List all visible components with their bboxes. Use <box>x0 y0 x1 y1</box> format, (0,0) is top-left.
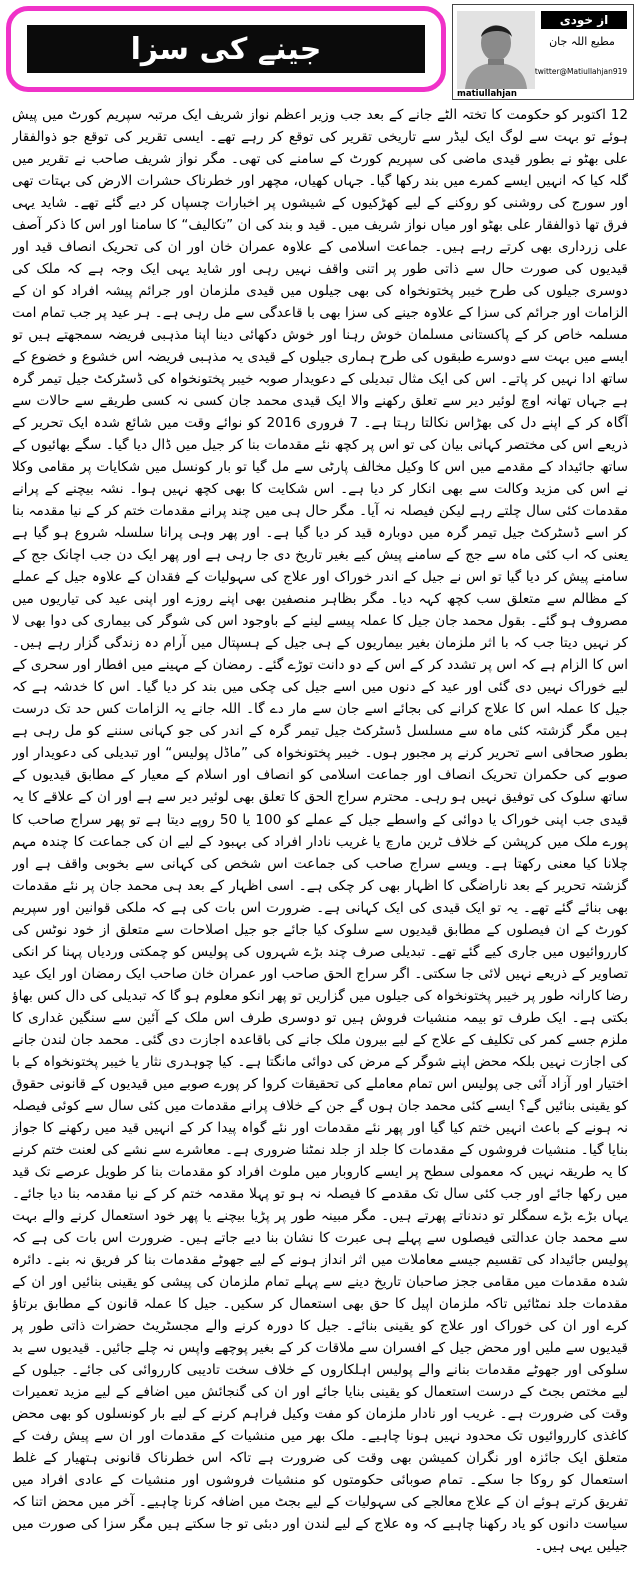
article-title: جینے کی سزا <box>130 31 322 67</box>
byline-box <box>452 4 634 100</box>
author-handle: matiullahjan <box>457 89 517 99</box>
author-name: مطیع اللہ جان <box>549 35 615 48</box>
title-bar <box>27 25 425 73</box>
column-name: از خودی <box>541 11 627 29</box>
article-paragraph: 12 اکتوبر کو حکومت کا تختہ الٹے جانے کے بعد جب وزیر اعظم نواز شریف ایک مرتبہ سپریم کورٹ میں پیش ہوئے تو بہت سے لوگ ایک لیڈر سے تاریخی تقریر کی توقع کر رہے تھے۔ ایسی تقریر کی توقع جو ذوالفقار علی بھٹو نے بطور قیدی ماضی کی سپریم کورٹ کے سامنے کی تھی۔ مگر نواز شریف صاحب نے تقریر میں گلہ کیا کہ انہیں ایسے کمرے میں بند رکھا گیا۔ جہاں کھیاں، مچھر اور خطرناک حشرات الارض کی بہتات تھی اور سورج کی روشنی کو روکنے کے لیے کھڑکیوں کے شیشوں پر اخبارات چسپاں کر دیے گئے تھے۔ شاید یہی فرق تھا ذوالفقار علی بھٹو اور میاں نواز شریف میں۔ قید و بند کی ان ”تکالیف“ کا سامنا اور اس کا ذکر آصف علی زرداری بھی کرتے رہے ہیں۔ جماعت اسلامی کے علاوہ عمران خان اور ان کی تحریک انصاف قید اور قیدیوں کی صورت حال سے ذاتی طور پر اتنی واقف نہیں رہی اور شاید یہی ایک وجہ ہے کہ ملک کی دوسری جیلوں کی طرح خیبر پختونخواہ کی بھی جیلوں میں قیدی ملزمان اور جرائم پیشہ افراد کو ان کے الزامات اور جرائم کی سزا کے علاوہ جینے کی سزا بھی با قاعدگی سے مل رہی ہے۔ ہر عید پر جب تمام امت مسلمہ خاص کر کے پاکستانی مسلمان خوش رہنا اور خوش دکھائی دینا اپنا مذہبی فریضہ سمجھتے ہیں تو ایسے میں بہت سے دوسرے طبقوں کی طرح ہماری جیلوں کے قیدی یہ مذہبی فریضہ اس خشوع و خضوع کے ساتھ ادا نہیں کر پاتے۔ اس کی ایک مثال تبدیلی کے دعویدار صوبہ خیبر پختونخواہ کی ڈسٹرکٹ جیل تیمر گرہ ہے جہاں تھانہ اوچ لوئیر دیر سے تعلق رکھنے والا ایک قیدی محمد جان کسی نہ کسی طریقے سے حالات سے آگاہ کر کے اپنے دل کی بھڑاس نکالتا رہتا ہے۔ 7 فروری 2016 کو نوائے وقت میں شائع شدہ ایک تحریر کے ذریعے اس کی مختصر کہانی بیان کی تو اس پر کچھ نئے مقدمات بنا کر جیل میں ڈال دیا گیا۔ سگے بھائیوں کے ساتھ جائیداد کے مقدمے میں اس کا وکیل مخالف پارٹی سے مل گیا تو بار کونسل میں شکایات پر مقامی وکلا نے اس کی مزید وکالت سے بھی انکار کر دیا ہے۔ اس شکایت کا بھی کچھ نہیں ہوا۔ نشہ بیچنے کے پرانے مقدمات کئی سال چلتے رہے لیکن فیصلہ نہ آیا۔ مگر حال ہی میں چند پرانے مقدمات ختم کر کے نیا مقدمہ بنا کر اسے ڈسٹرکٹ جیل تیمر گرہ میں دوبارہ قید کر دیا گیا ہے۔ اور پھر وہی پرانا سلسلہ شروع ہو گیا ہے یعنی کہ اب کئی ماہ سے جج کے سامنے پیش کیے بغیر تاریخ دی جا رہی ہے اور پھر ایک دن جب اچانک جج کے سامنے پیش کر دیا گیا تو اس نے جیل کے اندر خوراک اور علاج کی سہولیات کے فقدان کے علاوہ جیل کے عملے کے مظالم سے متعلق سب کچھ کہہ دیا۔ مگر بظاہر منصفین بھی اپنے روزے اور اپنی عید کی تیاریوں میں مصروف ہو گئے۔ بقول محمد جان جیل کا عملہ پیسے لینے کے باوجود اس کی شوگر کی بیماری کی دوا بھی لا کر نہیں دیتا جب کہ با اثر ملزمان بغیر بیماریوں کے ہی جیل کے ہسپتال میں آرام دہ زندگی گزار رہے ہیں۔ اس کا الزام ہے کہ اس پر تشدد کر کے اس کے دو دانت توڑے گئے۔ رمضان کے مہینے میں افطار اور سحری کے لیے خوراک نہیں دی گئی اور عید کے دنوں میں اسے جیل کی چکی میں بند کر دیا گیا۔ اس کا خدشہ ہے کہ جیل کا عملہ اس کا علاج کرانے کی بجائے اسے جان سے مار دے گا۔ اللہ جانے یہ الزامات کس حد تک درست ہیں مگر گزشتہ کئی ماہ سے مسلسل ڈسٹرکٹ جیل تیمر گرہ کے اندر کی جو کہانی سننے کو مل رہی ہے بطور صحافی اسے تحریر کرنے پر مجبور ہوں۔ خیبر پختونخواہ کی ”ماڈل پولیس“ اور تبدیلی کی دعویدار اور صوبے کی حکمران تحریک انصاف اور جماعت اسلامی کو انصاف اور اسلام کے معیار کے مطابق قیدیوں کے ساتھ سلوک کی توفیق نہیں ہو رہی۔ محترم سراج الحق کا تعلق بھی لوئیر دیر سے ہے اور ان کے علاقے کا یہ قیدی جب اپنی خوراک یا دوائی کے واسطے جیل کے عملے کو 100 یا 50 روپے دیتا ہے تو پھر سراج صاحب کا پورے ملک میں کرپشن کے خلاف ٹرین مارچ یا غریب نادار افراد کی بہبود کے لیے ان کی جماعت کا چندہ مہم چلانا کیا معنی رکھتا ہے۔ ویسے سراج صاحب کی جماعت اس شخص کی کہانی سے بخوبی واقف ہے اور گزشتہ تحریر کے بعد ناراضگی کا اظہار بھی کر چکی ہے۔ اسی اظہار کے بعد ہی محمد جان پر نئے مقدمات بھی بنائے گئے تھے۔ یہ تو ایک قیدی کی ایک کہانی ہے۔ ضرورت اس بات کی ہے کہ ملکی قوانین اور سپریم کورٹ کے ان فیصلوں کے مطابق قیدیوں سے سلوک کیا جائے جو جیل اصلاحات سے متعلق از خود نوٹس کی کارروائیوں میں جاری کیے گئے تھے۔ تبدیلی صرف چند بڑے شہروں کی پولیس کو چمکتی وردیاں پہنا کر انکی تصاویر کے ذریعے نہیں لائی جا سکتی۔ اگر سراج الحق صاحب اور عمران خان صاحب ایک رمضان اور ایک عید رضا کارانہ طور پر خیبر پختونخواہ کی جیلوں میں گزاریں تو پھر انکو معلوم ہو گا کہ تبدیلی کی دال کس بھاؤ بکتی ہے۔ ایک طرف تو بیمہ منشیات فروش ہیں تو دوسری طرف اس ملک کے آئین سے سنگین غداری کا ملزم جسے کمر کی تکلیف کے علاج کے لیے بیرون ملک جانے کی باقاعدہ اجازت دی گئی۔ محمد جان لندن جانے کی اجازت نہیں بلکہ محض اپنے شوگر کے مرض کی دوائی مانگتا ہے۔ کیا چوہدری نثار یا خیبر پختونخواہ کے با اختیار اور آزاد آئی جی پولیس اس تمام معاملے کی تحقیقات کروا کر پورے صوبے میں قیدیوں کے قانونی حقوق کو یقینی بنائیں گے؟ ایسے کئی محمد جان ہوں گے جن کے خلاف پرانے مقدمات میں کئی سال سے کوئی فیصلہ نہ ہونے کے باعث انہیں ختم کیا گیا اور پھر نئے مقدمات اور نئے گواہ پیدا کر کے انہیں قید میں رکھنے کا جواز بنایا گیا۔ منشیات فروشوں کے مقدمات کا جلد از جلد نمٹنا ضروری ہے۔ معاشرے سے نشے کی لعنت ختم کرنے کا یہ طریقہ نہیں کہ معمولی سطح پر ایسے کاروبار میں ملوث افراد کو مقدمات بنا کر طویل عرصے تک قید میں رکھا جائے اور جب کئی سال تک مقدمے کا فیصلہ نہ ہو تو پہلا مقدمہ ختم کر کے نیا مقدمہ بنا دیا جائے۔ یہاں بڑے بڑے سمگلر تو دندناتے پھرتے ہیں۔ مگر مبینہ طور پر پڑیا بیچنے یا پھر خود استعمال کرنے والے بہت سے محمد جان عدالتی فیصلوں سے پہلے ہی عبرت کا نشان بنا دیے جاتے ہیں۔ ضرورت اس بات کی ہے کہ پولیس جائیداد کی تقسیم جیسے معاملات میں اثر انداز ہونے کے لیے جھوٹے مقدمات بنا کر فریق نہ بنے۔ دائرہ شدہ مقدمات میں مقامی ججز صاحبان تاریخ دینے سے پہلے تمام ملزمان کی پیشی کو یقینی بنائیں اور ان کے مقدمات جلد نمٹائیں تاکہ ملزمان اپیل کا حق بھی استعمال کر سکیں۔ جیل کا عملہ قانون کے مطابق برتاؤ کرے اور ان کی خوراک اور علاج کو یقینی بنائے۔ جیل کا دورہ کرنے والے مجسٹریٹ حضرات ذاتی طور پر قیدیوں سے ملیں اور محض جیل کے افسران سے ملاقات کر کے بغیر پوچھے واپس نہ چلے جائیں۔ قیدیوں سے بد سلوکی اور جھوٹے مقدمات بنانے والے پولیس اہلکاروں کے خلاف سخت تادیبی کارروائی کی جائے۔ جیلوں کے لیے مختص بجٹ کے درست استعمال کو یقینی بنایا جائے اور ان کی گنجائش میں اضافے کے لیے مزید تعمیرات وقت کی ضرورت ہے۔ غریب اور نادار ملزمان کو مفت وکیل فراہم کرنے کے لیے بار کونسلوں کو بھی محض کاغذی کارروائیوں تک محدود نہیں ہونا چاہیے۔ ملک بھر میں منشیات کے مقدمات اور ان سے پیش رفت کے متعلق ایک جائزہ اور نگران کمیشن بھی وقت کی ضرورت ہے تاکہ اس خطرناک قانونی ہتھیار کے غلط استعمال کو روکا جا سکے۔ تمام صوبائی حکومتوں کو منشیات فروشوں اور منشیات کے عادی افراد میں تفریق کرتے ہوئے ان کے علاج معالجے کی سہولیات کے لیے بجٹ میں اضافہ کرنا چاہیے۔ آخر میں محض اتنا کہ سیاست دانوں کو یاد رکھنا چاہیے کہ وہ علاج کے لیے لندن اور دبئی تو جا سکتے ہیں مگر سزا کی صورت میں جیلیں یہی ہیں۔ <box>12 107 628 1555</box>
article-body <box>12 104 628 1588</box>
author-photo <box>457 11 535 89</box>
title-frame <box>6 6 446 92</box>
author-twitter: twitter@Matiullahjan919 <box>534 67 628 76</box>
